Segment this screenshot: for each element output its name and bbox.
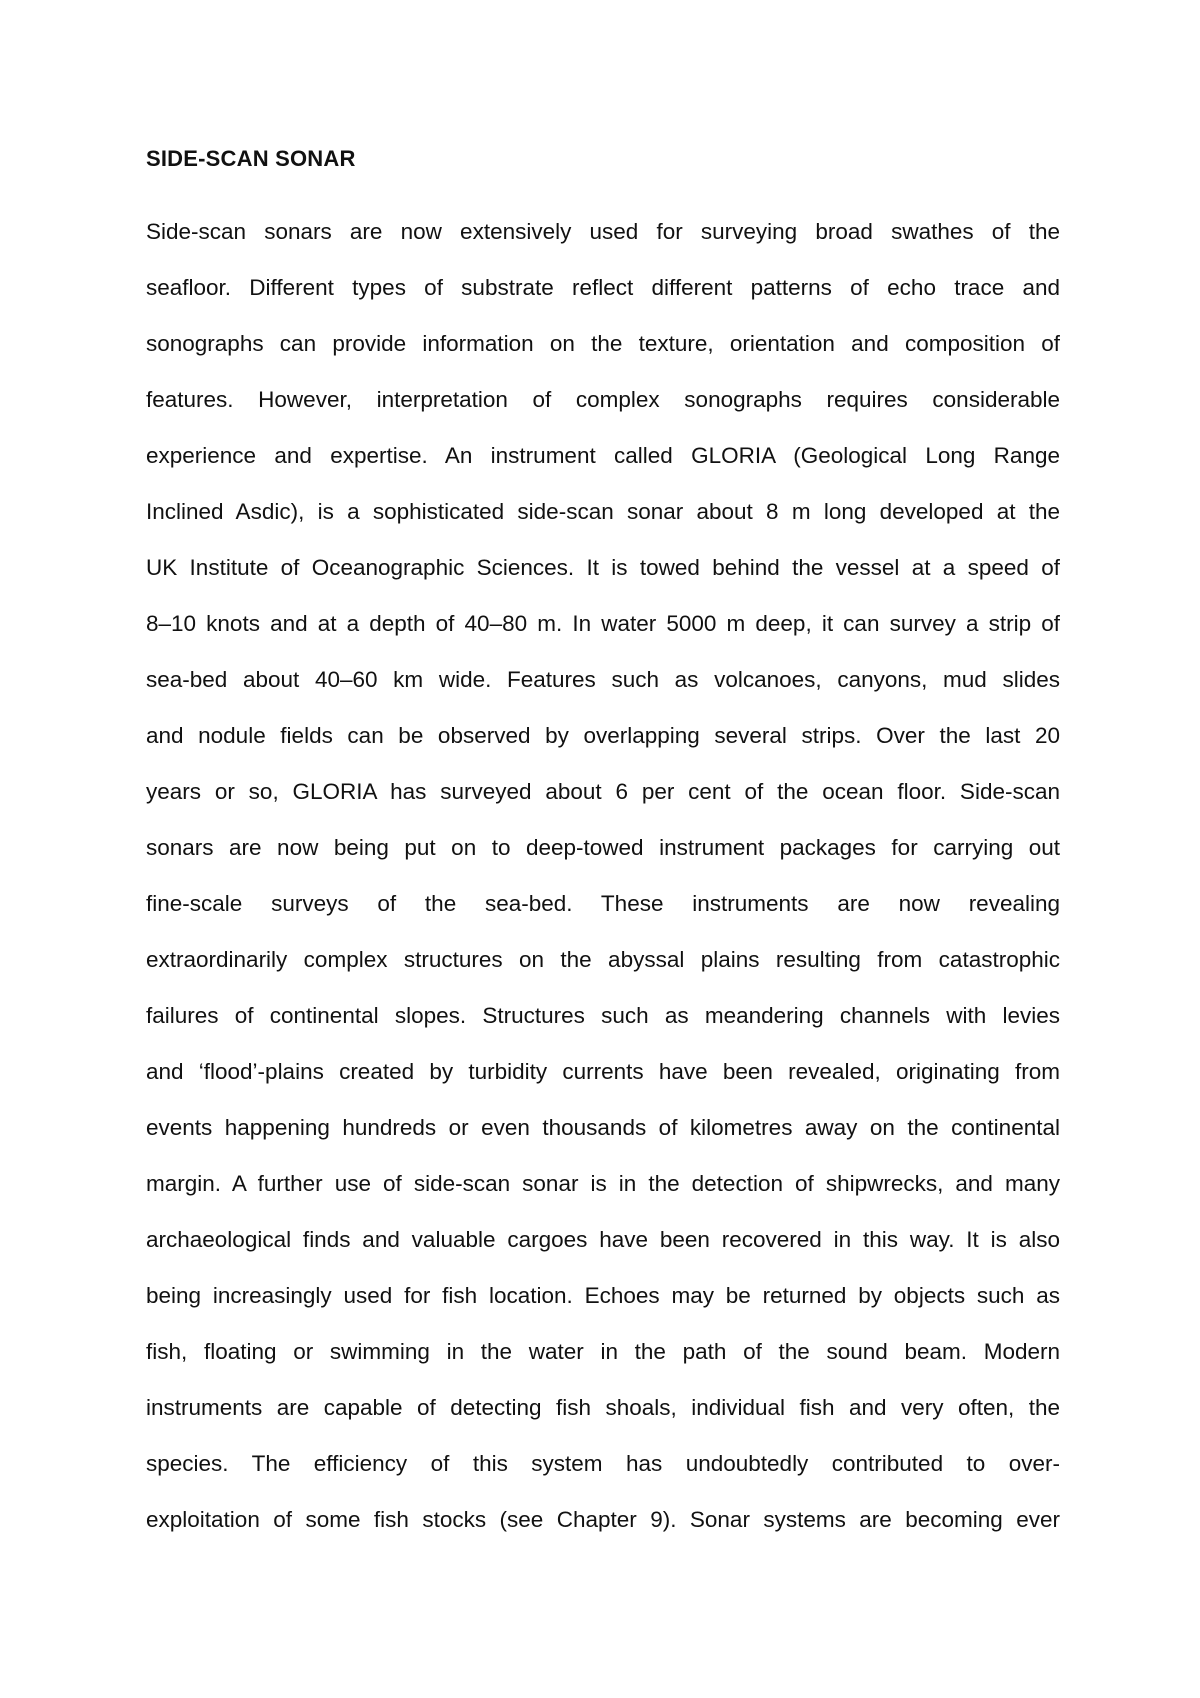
text-line: sonars are now being put on to deep-towed instrument packages for carrying out: [146, 835, 1060, 860]
text-line: sea-bed about 40–60 km wide. Features such as volcanoes, canyons, mud slides: [146, 667, 1060, 692]
text-line: seafloor. Different types of substrate reflect different patterns of echo trace and: [146, 275, 1060, 300]
text-line: extraordinarily complex structures on the abyssal plains resulting from catastrophic: [146, 947, 1060, 972]
body-paragraph: [146, 216, 1060, 1560]
text-line: exploitation of some fish stocks (see Chapter 9). Sonar systems are becoming ever: [146, 1507, 1060, 1532]
text-line: archaeological finds and valuable cargoes have been recovered in this way. It is also: [146, 1227, 1060, 1252]
text-line: failures of continental slopes. Structures such as meandering channels with levies: [146, 1003, 1060, 1028]
text-line: Inclined Asdic), is a sophisticated side-scan sonar about 8 m long developed at the: [146, 499, 1060, 524]
text-line: margin. A further use of side-scan sonar is in the detection of shipwrecks, and many: [146, 1171, 1060, 1196]
text-line: experience and expertise. An instrument called GLORIA (Geological Long Range: [146, 443, 1060, 468]
document-title: SIDE-SCAN SONAR: [146, 146, 356, 171]
text-line: years or so, GLORIA has surveyed about 6 per cent of the ocean floor. Side-scan: [146, 779, 1060, 804]
text-line: fish, floating or swimming in the water in the path of the sound beam. Modern: [146, 1339, 1060, 1364]
text-line: events happening hundreds or even thousands of kilometres away on the continental: [146, 1115, 1060, 1140]
text-line: instruments are capable of detecting fish shoals, individual fish and very often, the: [146, 1395, 1060, 1420]
text-line: features. However, interpretation of complex sonographs requires considerable: [146, 387, 1060, 412]
text-line: Side-scan sonars are now extensively used for surveying broad swathes of the: [146, 219, 1060, 244]
text-line: being increasingly used for fish location. Echoes may be returned by objects such as: [146, 1283, 1060, 1308]
text-line: and nodule fields can be observed by overlapping several strips. Over the last 20: [146, 723, 1060, 748]
text-line: species. The efficiency of this system has undoubtedly contributed to over-: [146, 1451, 1060, 1476]
text-line: UK Institute of Oceanographic Sciences. It is towed behind the vessel at a speed of: [146, 555, 1060, 580]
text-line: sonographs can provide information on the texture, orientation and composition of: [146, 331, 1060, 356]
text-line: fine-scale surveys of the sea-bed. These instruments are now revealing: [146, 891, 1060, 916]
text-line: 8–10 knots and at a depth of 40–80 m. In water 5000 m deep, it can survey a strip of: [146, 611, 1060, 636]
text-line: and ‘flood’-plains created by turbidity currents have been revealed, originating from: [146, 1059, 1060, 1084]
